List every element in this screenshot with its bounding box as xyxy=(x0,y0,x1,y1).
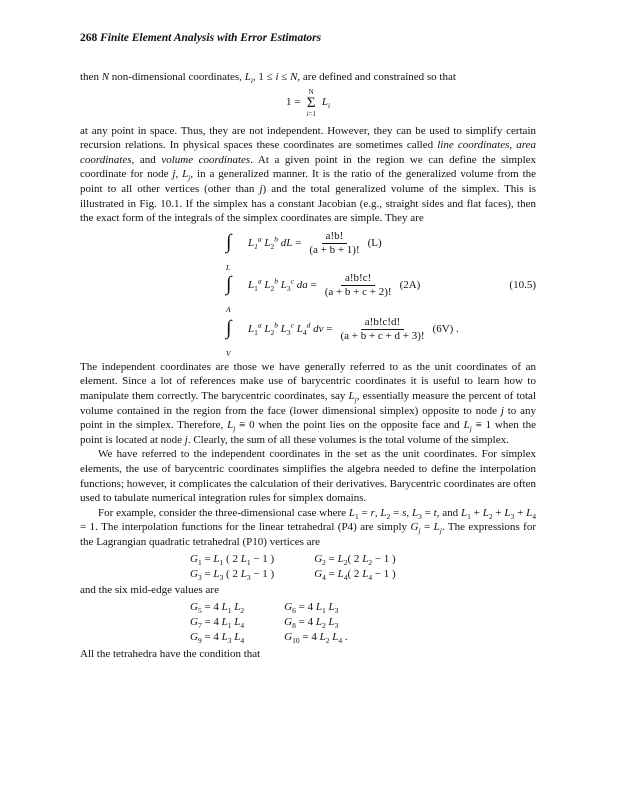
page-number: 268 xyxy=(80,32,98,44)
paragraph-4: We have referred to the independent coordinates in the set as the unit coordinates. For simplex elements, the use of barycentric coordinates simplifies the algebra needed to define the interpolation functions; however, it complicates the calculation of their derivatives. Barycentric coordinates are often used to tabulate numerical integration rules for simplex domains. xyxy=(80,448,536,505)
area-integral: ∫ A $L_1^a$ $L_2^b$ $L_3^c$ da = $\frac{a!b!c!}{(a + b + c + 2)!}$ (2A) (10.5) xyxy=(226,271,536,315)
text-body xyxy=(80,70,536,662)
integral-equations xyxy=(80,229,536,359)
paragraph-1: then N non-dimensional coordinates, $L_i$, 1 ≤ i ≤ N, are defined and constrained so that xyxy=(80,71,456,86)
paragraph-3: The independent coordinates are those we have generally referred to as the unit coordinates of an element. Since a lot of references make use of barycentric coordinates it is useful to learn how to manipulate them correctly. The barycentric coordinates, say $L_j$, essentially measure the percent of total volume contained in the region from the face (lower dimensional simplex) opposite to node j to any point in the simplex. Therefore, $L_j \equiv 0$ when the point lies on the opposite face and $L_j \equiv 1$ when the point is located at node j. Clearly, the sum of all these volumes is the total volume of the simplex. xyxy=(80,360,537,446)
paragraph-5: For example, consider the three-dimensional case where $L_1 = r$, $L_2 = s$, $L_3 = t$, and $L_1 + L_2 + L_3 + L_4 = 1$. The interpolation functions for the linear tetrahedral (P4) are simply $G_j = L_j$. The expressions for the Lagrangian quadratic tetrahedral (P10) vertices are xyxy=(80,506,536,548)
line-integral: ∫ L $L_1^a$ $L_2^b$ dL = $\frac{a!b!}{(a + b + 1)!}$ (L) xyxy=(226,229,382,273)
volume-integral: ∫ V $L_1^a$ $L_2^b$ $L_3^c$ $L_4^d$ dv = $\frac{a!b!c!d!}{(a + b + c + d + 3)!}$ (6V) . xyxy=(226,315,459,359)
vertex-functions: $G_1 = L_1$ ( 2 $L_1 - 1$ ) $G_2 = L_2$( 2 $L_2 - 1$ ) $G_3 = L_3$ ( 2 $L_3 - 1$ ) $G_4 = L_4$( 2 $L_4 - 1$ ) xyxy=(190,552,396,582)
sigma-symbol: N Σ i=1 xyxy=(306,87,316,118)
mid-edge-functions: $G_5 = 4$ $L_1$ $L_2$ $G_6 = 4$ $L_1$ $L_3$ $G_7 = 4$ $L_1$ $L_4$ $G_8 = 4$ $L_2$ $L_3$ $G_9 = 4$ $L_3$ $L_4$ $G_{10} = 4$ $L_2$ $L_4$ . xyxy=(190,601,348,646)
book-title: Finite Element Analysis with Error Estimators xyxy=(100,32,322,44)
paragraph-6: and the six mid-edge values are xyxy=(80,584,219,597)
paragraph-2: at any point in space. Thus, they are not independent. However, they can be used to simplify certain recursion relations. In physical spaces these coordinates are sometimes called line coordinates, area coordinates, and volume coordinates. At a given point in the region we can define the simplex coordinate for node j, $L_j$, in a generalized manner. It is the ratio of the generalized volume from the point to all other vertices (other than j) and the total generalized volume of the simplex. This is illustrated in Fig. 10.1. If the simplex has a constant Jacobian (e.g., straight sides and flat faces), then the exact form of the integrals of the simplex coordinates are simple. They are xyxy=(80,124,537,225)
equation-number: (10.5) xyxy=(509,278,536,291)
paragraph-7: All the tetrahedra have the condition that xyxy=(80,648,261,661)
sum-equation: 1 = N Σ i=1 $L_i$ xyxy=(285,87,331,118)
running-header xyxy=(80,32,321,44)
